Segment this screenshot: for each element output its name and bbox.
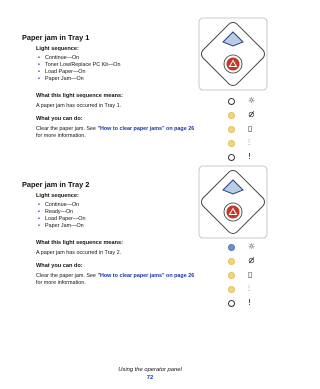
cancel-button-icon: [224, 203, 242, 221]
light-row: [228, 125, 268, 139]
footer-caption: Using the operator panel: [118, 367, 182, 373]
list-item: • Continue—On: [38, 55, 80, 61]
light-sequence-list: [36, 202, 85, 230]
clear-paper-jams-link[interactable]: "How to clear paper jams" on page 26: [97, 126, 195, 132]
operator-panel-illustration: [195, 162, 271, 242]
light-row: [228, 111, 268, 125]
page-number: 72: [146, 375, 154, 381]
light-row: [228, 97, 268, 111]
action-heading: What you can do:: [36, 116, 83, 122]
action-text: Clear the paper jam. See "How to clear paper jams" on page 26 for more information.: [36, 273, 195, 286]
list-item: • Continue—On: [38, 202, 80, 208]
light-row: [228, 257, 268, 271]
led-indicator: [228, 98, 235, 105]
led-indicator: [228, 140, 235, 147]
light-row: [228, 285, 268, 299]
list-item: • Load Paper—On: [38, 216, 86, 223]
clear-paper-jams-link[interactable]: "How to clear paper jams" on page 26: [97, 273, 195, 279]
led-indicator: [228, 126, 235, 133]
light-row: [228, 139, 268, 153]
list-item: • Load Paper—On: [38, 69, 86, 76]
load-paper-icon: ▯: [248, 124, 253, 133]
section-title: Paper jam in Tray 2: [22, 180, 90, 189]
meaning-heading: What this light sequence means:: [36, 93, 124, 99]
list-item: • Ready—On: [38, 209, 74, 216]
list-item: • Paper Jam—On: [38, 223, 84, 230]
toner-pc-kit-icon: ⊘̸: [248, 110, 255, 119]
list-item: • Toner Low/Replace PC Kit—On: [38, 62, 121, 69]
light-sequence-heading: Light sequence:: [36, 46, 79, 52]
action-text: Clear the paper jam. See "How to clear paper jams" on page 26 for more information.: [36, 126, 195, 139]
continue-light-icon: ☼: [248, 96, 256, 105]
led-indicator: [228, 286, 235, 293]
light-sequence-list: [36, 55, 121, 83]
paper-jam-icon: ⫶: [248, 138, 250, 147]
meaning-text: A paper jam has occurred in Tray 1.: [36, 103, 122, 109]
led-indicator: [228, 244, 235, 251]
meaning-heading: What this light sequence means:: [36, 240, 124, 246]
meaning-text: A paper jam has occurred in Tray 2.: [36, 250, 122, 256]
led-indicator: [228, 300, 235, 307]
section-title: Paper jam in Tray 1: [22, 33, 90, 42]
error-icon: !: [248, 152, 252, 161]
led-indicator: [228, 154, 235, 161]
light-sequence-heading: Light sequence:: [36, 193, 79, 199]
operator-panel-illustration: [195, 14, 271, 94]
load-paper-icon: ▯: [248, 270, 253, 279]
list-item: • Paper Jam—On: [38, 76, 84, 83]
toner-pc-kit-icon: ⊘̸: [248, 256, 255, 265]
ready-light-icon: ☼: [248, 242, 256, 251]
cancel-button-icon: [224, 55, 242, 73]
paper-jam-icon: ⫶: [248, 284, 250, 293]
light-row: [228, 299, 268, 313]
led-indicator: [228, 272, 235, 279]
action-heading: What you can do:: [36, 263, 83, 269]
error-icon: !: [248, 298, 252, 307]
led-indicator: [228, 112, 235, 119]
light-row: [228, 243, 268, 257]
led-indicator: [228, 258, 235, 265]
light-row: [228, 271, 268, 285]
